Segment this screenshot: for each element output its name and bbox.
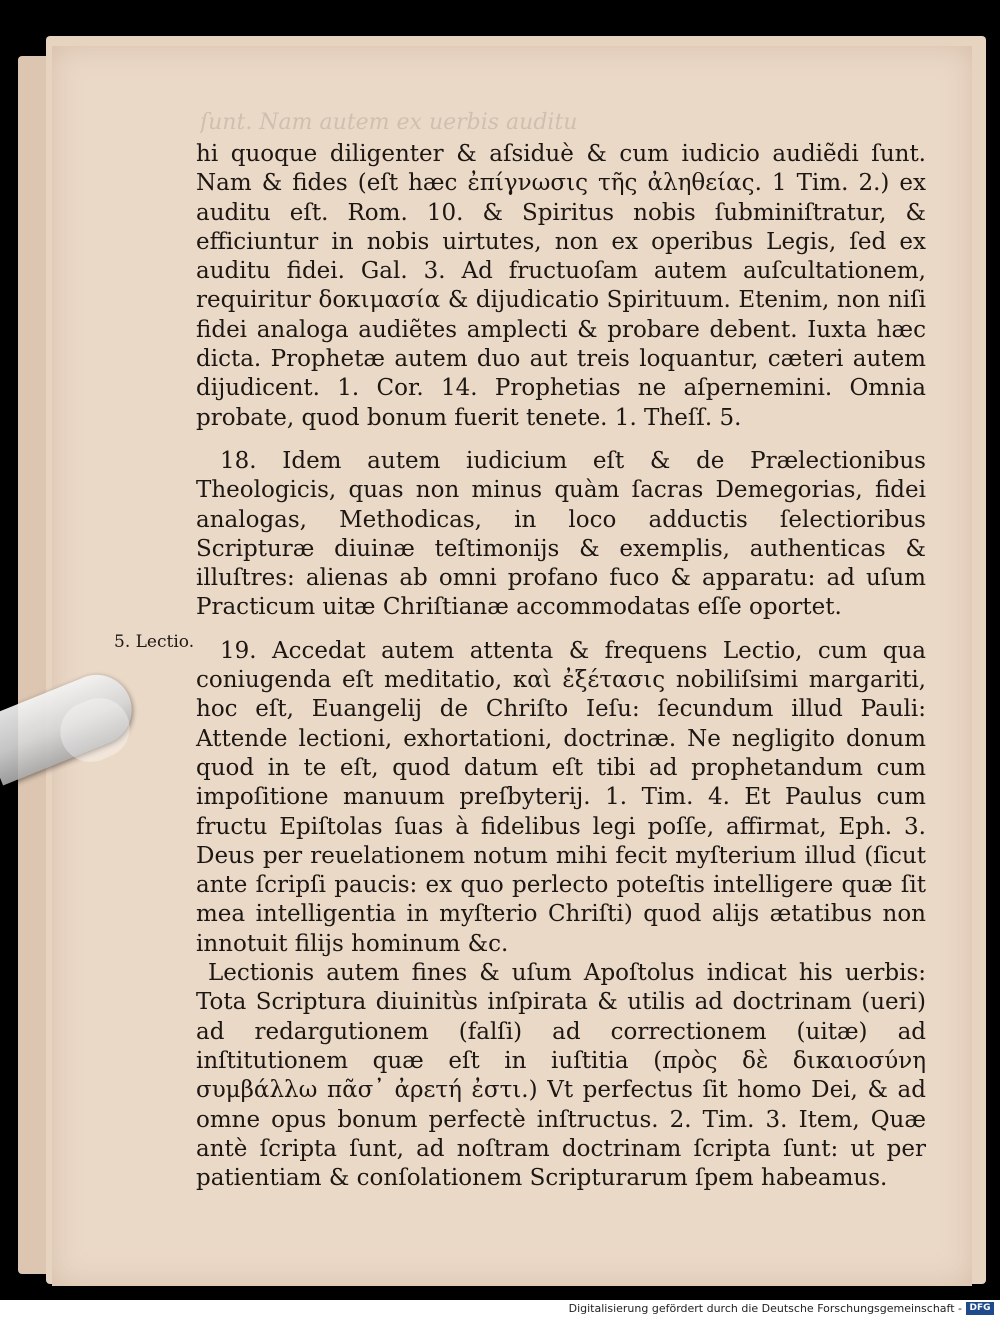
dfg-logo: DFG: [966, 1302, 994, 1315]
body-text: [196, 140, 926, 1193]
paragraph-lectionis: Lectionis autem fines & uſum Apoſtolus indicat his uerbis: Tota Scriptura diuinitùs inſpirata & utilis ad doctrinam (ueri) ad redargutionem (falſi) ad correctionem (uitæ) ad inſtitutionem quæ eſt in iuſtitia (πρὸς δὲ δικαιοσύνη συμβάλλω πᾶσ᾽ ἀρετή ἐστι.) Vt perfectus ſit homo Dei, & ad omne opus bonum perfectè inſtructus. 2. Tim. 3. Item, Quæ antè ſcripta ſunt, ad noſtram doctrinam ſcripta ſunt: ut per patientiam & conſolationem Scripturarum ſpem habeamus.: [196, 960, 926, 1192]
margin-note: 5. Lectio.: [114, 632, 195, 652]
bleed-through-text: ſunt. Nam autem ex uerbis auditu: [200, 110, 578, 135]
footer-bar: [0, 1300, 1000, 1318]
paragraph-19: 19. Accedat autem attenta & frequens Lectio, cum qua coniugenda eſt meditatio, καὶ ἐξέτασις nobiliſsimi margariti, hoc eſt, Euangelij de Chriſto Ieſu: ſecundum illud Pauli: Attende lectioni, exhortationi, doctrinæ. Ne negligito donum quod in te eſt, quod datum eſt tibi ad prophetandum cum impoſitione manuum preſbyterij. 1. Tim. 4. Et Paulus cum fructu Epiſtolas ſuas à fidelibus legi poſſe, affirmat, Eph. 3. Deus per reuelationem notum mihi fecit myſterium illud (ſicut ante ſcripſi paucis: ex quo perlecto poteſtis intelligere quæ ſit mea intelligentia in myſterio Chriſti) quod alijs ætatibus non innotuit filijs hominum &c.: [196, 637, 926, 957]
footer-credit: Digitalisierung gefördert durch die Deutsche Forschungsgemeinschaft -: [568, 1302, 962, 1315]
paragraph-1: hi quoque diligenter & aſsiduè & cum iudicio audiẽdi ſunt. Nam & fides (eſt hæc ἐπίγνωσις τῆς ἀληθείας. 1 Tim. 2.) ex auditu eſt. Rom. 10. & Spiritus nobis ſubminiſtratur, & efficiuntur in nobis uirtutes, non ex operibus Legis, ſed ex auditu fidei. Gal. 3. Ad fructuoſam autem auſcultationem, requiritur δοκιμασία & dijudicatio Spirituum. Etenim, non niſi fidei analoga audiẽtes amplecti & probare debent. Iuxta hæc dicta. Prophetæ autem duo aut treis loquantur, cæteri autem dijudicent. 1. Cor. 14. Prophetias ne aſpernemini. Omnia probate, quod bonum fuerit tenete. 1. Theſſ. 5.: [196, 141, 926, 431]
paragraph-18: 18. Idem autem iudicium eſt & de Prælectionibus Theologicis, quas non minus quàm ſacras Demegorias, fidei analogas, Methodicas, in loco adductis ſelectioribus Scripturæ diuinæ teſtimonijs & exemplis, authenticas & illuſtres: alienas ab omni profano fuco & apparatu: ad uſum Practicum uitæ Chriſtianæ accommodatas eſſe oportet.: [196, 447, 926, 621]
